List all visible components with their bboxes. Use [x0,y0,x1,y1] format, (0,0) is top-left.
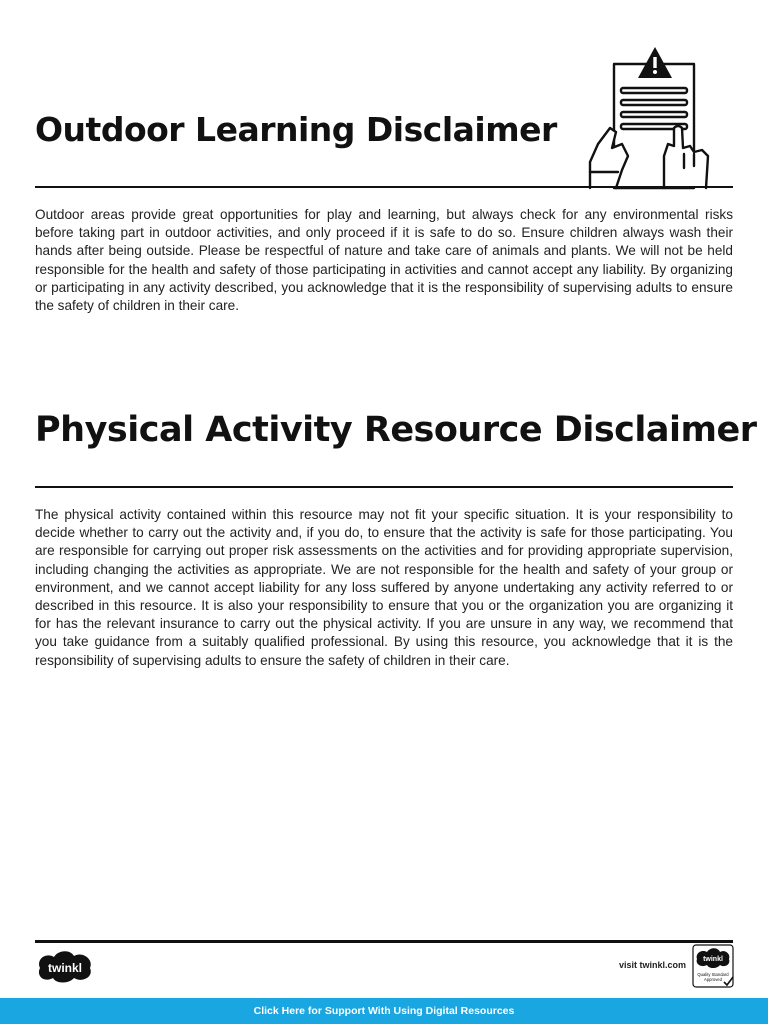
badge-caption-line2: Approved [704,977,722,982]
clipboard-warning-icon [586,44,718,190]
section1-divider [35,186,733,188]
badge-logo-text: twinkl [703,956,723,963]
outdoor-learning-title: Outdoor Learning Disclaimer [35,110,557,149]
physical-activity-text: The physical activity contained within this resource may not fit your specific situation. It is your responsibility to decide whether to carry out the activity and, if you do, to ensure that the activity is safe for those participating. You are responsible for carrying out proper risk assessments on the activities and for providing appropriate supervision, including changing the activities as appropriate. We are not responsible for the health and safety of your group or environment, and we cannot accept liability for any loss suffered by anyone undertaking any activity referred to or described in this resource. It is also your responsibility to ensure that you or the organization you are organizing it for has the relevant insurance to carry out the physical activity. If you are unsure in any way, we recommend that you take guidance from a suitably qualified professional. By using this resource, you acknowledge that it is the responsibility of supervising adults to ensure the safety of children in their care. [35,507,733,668]
twinkl-logo-text: twinkl [47,961,83,975]
outdoor-learning-text: Outdoor areas provide great opportunities for play and learning, but always check for any environmental risks before taking part in outdoor activities, and only proceed if it is safe to do so. Ensure children always wash their hands after being outside. Please be respectful of nature and take care of animals and plants. We will not be held responsible for the health and safety of those participating in activities and cannot accept any liability. By organizing or participating in any activity described, you acknowledge that it is the responsibility of supervising adults to ensure the safety of children in their care. [35,207,733,314]
visit-twinkl-link[interactable]: visit twinkl.com [618,960,686,970]
physical-activity-title: Physical Activity Resource Disclaimer [35,410,757,450]
twinkl-logo[interactable] [34,947,96,985]
support-banner-button[interactable] [0,998,768,1024]
support-banner-label: Click Here for Support With Using Digital Resources [253,1005,515,1017]
section2-divider [35,486,733,488]
footer-divider [35,940,733,943]
quality-standard-badge [692,944,734,988]
badge-caption-line1: Quality Standard [697,972,729,977]
